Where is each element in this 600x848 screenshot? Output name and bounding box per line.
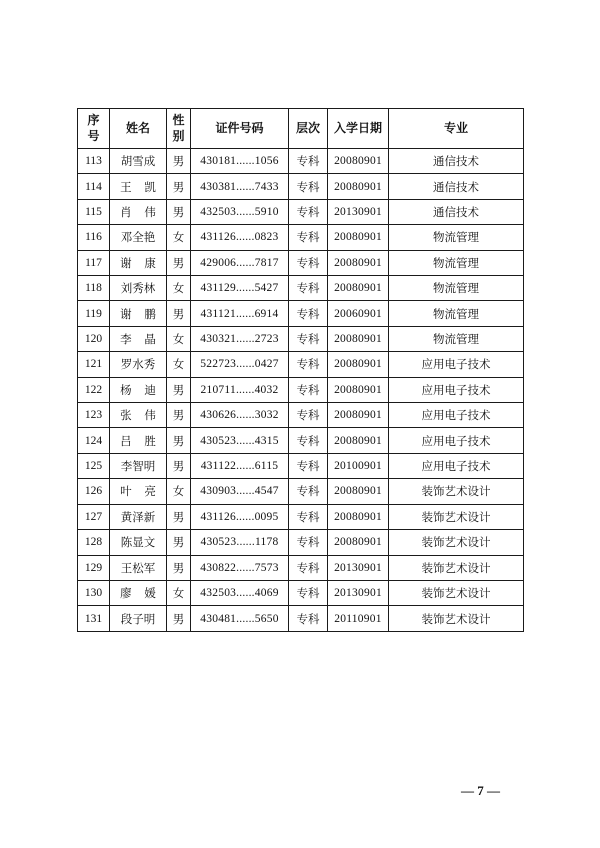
no-cell: 120 — [78, 326, 110, 351]
id-cell: 522723......0427 — [191, 352, 289, 377]
no-cell: 114 — [78, 174, 110, 199]
id-cell: 430523......4315 — [191, 428, 289, 453]
table-row — [78, 504, 524, 529]
name-cell: 罗水秀 — [110, 352, 167, 377]
major-cell: 应用电子技术 — [389, 428, 524, 453]
gender-cell: 男 — [167, 174, 191, 199]
gender-cell: 男 — [167, 377, 191, 402]
date-cell: 20080901 — [328, 250, 389, 275]
level-cell: 专科 — [289, 225, 328, 250]
major-cell: 应用电子技术 — [389, 453, 524, 478]
major-cell: 应用电子技术 — [389, 352, 524, 377]
date-cell: 20130901 — [328, 199, 389, 224]
level-cell: 专科 — [289, 352, 328, 377]
table-row — [78, 250, 524, 275]
major-cell: 应用电子技术 — [389, 403, 524, 428]
table-row — [78, 199, 524, 224]
table-row — [78, 301, 524, 326]
date-cell: 20080901 — [328, 174, 389, 199]
column-header-major: 专业 — [389, 109, 524, 149]
gender-cell: 女 — [167, 479, 191, 504]
gender-cell: 男 — [167, 403, 191, 428]
level-cell: 专科 — [289, 580, 328, 605]
id-cell: 432503......5910 — [191, 199, 289, 224]
name-cell: 张 伟 — [110, 403, 167, 428]
no-cell: 122 — [78, 377, 110, 402]
id-cell: 432503......4069 — [191, 580, 289, 605]
no-cell: 117 — [78, 250, 110, 275]
date-cell: 20080901 — [328, 225, 389, 250]
id-cell: 430181......1056 — [191, 149, 289, 174]
table-row — [78, 149, 524, 174]
table-row — [78, 479, 524, 504]
level-cell: 专科 — [289, 199, 328, 224]
date-cell: 20080901 — [328, 149, 389, 174]
gender-cell: 男 — [167, 199, 191, 224]
table-row — [78, 276, 524, 301]
id-cell: 430481......5650 — [191, 606, 289, 632]
gender-cell: 男 — [167, 504, 191, 529]
name-cell: 杨 迪 — [110, 377, 167, 402]
level-cell: 专科 — [289, 149, 328, 174]
id-cell: 430626......3032 — [191, 403, 289, 428]
table-row — [78, 580, 524, 605]
date-cell: 20080901 — [328, 377, 389, 402]
level-cell: 专科 — [289, 301, 328, 326]
no-cell: 116 — [78, 225, 110, 250]
date-cell: 20130901 — [328, 555, 389, 580]
no-cell: 113 — [78, 149, 110, 174]
name-cell: 廖 媛 — [110, 580, 167, 605]
id-cell: 429006......7817 — [191, 250, 289, 275]
table-row — [78, 555, 524, 580]
name-cell: 吕 胜 — [110, 428, 167, 453]
gender-cell: 男 — [167, 301, 191, 326]
column-header-gender-label: 性别 — [172, 112, 185, 143]
no-cell: 124 — [78, 428, 110, 453]
no-cell: 115 — [78, 199, 110, 224]
id-cell: 430381......7433 — [191, 174, 289, 199]
name-cell: 李 晶 — [110, 326, 167, 351]
column-header-level: 层次 — [289, 109, 328, 149]
major-cell: 物流管理 — [389, 276, 524, 301]
name-cell: 谢 鹏 — [110, 301, 167, 326]
column-header-id: 证件号码 — [191, 109, 289, 149]
level-cell: 专科 — [289, 504, 328, 529]
level-cell: 专科 — [289, 555, 328, 580]
major-cell: 物流管理 — [389, 301, 524, 326]
gender-cell: 女 — [167, 580, 191, 605]
column-header-no-label: 序号 — [87, 112, 100, 143]
gender-cell: 男 — [167, 555, 191, 580]
id-cell: 431122......6115 — [191, 453, 289, 478]
no-cell: 123 — [78, 403, 110, 428]
date-cell: 20130901 — [328, 580, 389, 605]
gender-cell: 男 — [167, 428, 191, 453]
level-cell: 专科 — [289, 377, 328, 402]
name-cell: 李智明 — [110, 453, 167, 478]
gender-cell: 男 — [167, 250, 191, 275]
gender-cell: 女 — [167, 326, 191, 351]
table-row — [78, 225, 524, 250]
table-row — [78, 428, 524, 453]
gender-cell: 男 — [167, 453, 191, 478]
major-cell: 物流管理 — [389, 225, 524, 250]
major-cell: 通信技术 — [389, 199, 524, 224]
major-cell: 装饰艺术设计 — [389, 555, 524, 580]
level-cell: 专科 — [289, 403, 328, 428]
no-cell: 127 — [78, 504, 110, 529]
date-cell: 20080901 — [328, 326, 389, 351]
table-row — [78, 453, 524, 478]
date-cell: 20080901 — [328, 530, 389, 555]
no-cell: 125 — [78, 453, 110, 478]
name-cell: 刘秀林 — [110, 276, 167, 301]
no-cell: 126 — [78, 479, 110, 504]
roster-body — [78, 149, 524, 632]
id-cell: 431126......0095 — [191, 504, 289, 529]
date-cell: 20060901 — [328, 301, 389, 326]
date-cell: 20080901 — [328, 428, 389, 453]
major-cell: 装饰艺术设计 — [389, 530, 524, 555]
column-header-date: 入学日期 — [328, 109, 389, 149]
name-cell: 肖 伟 — [110, 199, 167, 224]
major-cell: 物流管理 — [389, 326, 524, 351]
name-cell: 陈显文 — [110, 530, 167, 555]
no-cell: 118 — [78, 276, 110, 301]
level-cell: 专科 — [289, 428, 328, 453]
name-cell: 黄泽新 — [110, 504, 167, 529]
id-cell: 210711......4032 — [191, 377, 289, 402]
gender-cell: 女 — [167, 276, 191, 301]
major-cell: 应用电子技术 — [389, 377, 524, 402]
no-cell: 131 — [78, 606, 110, 632]
no-cell: 119 — [78, 301, 110, 326]
name-cell: 谢 康 — [110, 250, 167, 275]
date-cell: 20080901 — [328, 479, 389, 504]
no-cell: 121 — [78, 352, 110, 377]
column-header-no — [78, 109, 110, 149]
major-cell: 装饰艺术设计 — [389, 479, 524, 504]
table-row — [78, 326, 524, 351]
roster-header — [78, 109, 524, 149]
no-cell: 129 — [78, 555, 110, 580]
name-cell: 段子明 — [110, 606, 167, 632]
name-cell: 王 凯 — [110, 174, 167, 199]
level-cell: 专科 — [289, 250, 328, 275]
major-cell: 装饰艺术设计 — [389, 580, 524, 605]
level-cell: 专科 — [289, 276, 328, 301]
major-cell: 通信技术 — [389, 174, 524, 199]
id-cell: 430523......1178 — [191, 530, 289, 555]
table-row — [78, 174, 524, 199]
name-cell: 胡雪成 — [110, 149, 167, 174]
gender-cell: 女 — [167, 225, 191, 250]
date-cell: 20080901 — [328, 352, 389, 377]
date-cell: 20080901 — [328, 504, 389, 529]
gender-cell: 男 — [167, 606, 191, 632]
level-cell: 专科 — [289, 606, 328, 632]
no-cell: 130 — [78, 580, 110, 605]
table-row — [78, 403, 524, 428]
id-cell: 430822......7573 — [191, 555, 289, 580]
name-cell: 邓全艳 — [110, 225, 167, 250]
table-row — [78, 352, 524, 377]
column-header-gender — [167, 109, 191, 149]
id-cell: 431121......6914 — [191, 301, 289, 326]
date-cell: 20080901 — [328, 276, 389, 301]
id-cell: 431126......0823 — [191, 225, 289, 250]
level-cell: 专科 — [289, 453, 328, 478]
level-cell: 专科 — [289, 326, 328, 351]
name-cell: 叶 亮 — [110, 479, 167, 504]
date-cell: 20100901 — [328, 453, 389, 478]
roster-header-row — [78, 109, 524, 149]
column-header-name: 姓名 — [110, 109, 167, 149]
table-row — [78, 606, 524, 632]
major-cell: 装饰艺术设计 — [389, 504, 524, 529]
no-cell: 128 — [78, 530, 110, 555]
gender-cell: 男 — [167, 530, 191, 555]
id-cell: 430903......4547 — [191, 479, 289, 504]
major-cell: 装饰艺术设计 — [389, 606, 524, 632]
level-cell: 专科 — [289, 479, 328, 504]
gender-cell: 男 — [167, 149, 191, 174]
student-roster-table — [77, 108, 524, 632]
table-row — [78, 530, 524, 555]
level-cell: 专科 — [289, 530, 328, 555]
id-cell: 430321......2723 — [191, 326, 289, 351]
major-cell: 物流管理 — [389, 250, 524, 275]
major-cell: 通信技术 — [389, 149, 524, 174]
name-cell: 王松军 — [110, 555, 167, 580]
page-number: — 7 — — [461, 783, 500, 798]
date-cell: 20080901 — [328, 403, 389, 428]
level-cell: 专科 — [289, 174, 328, 199]
table-row — [78, 377, 524, 402]
id-cell: 431129......5427 — [191, 276, 289, 301]
gender-cell: 女 — [167, 352, 191, 377]
date-cell: 20110901 — [328, 606, 389, 632]
